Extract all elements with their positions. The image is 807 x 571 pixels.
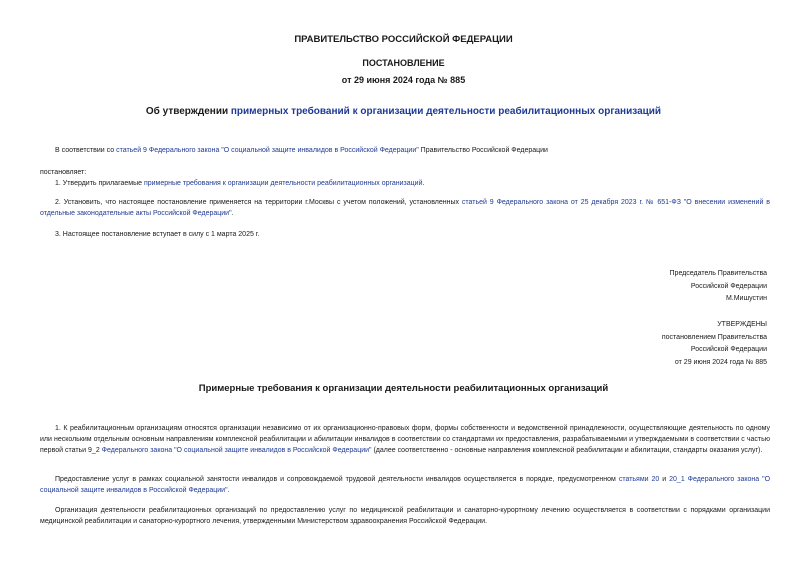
para-1-pre: 1. К реабилитационным организациям относятся организации независимо от их организационно-правовых форм, формы собственности и ведомственной принадлежности, осуществляющие деятельность по одному или нескольким отдельным основным направлениям комплексной реабилитации и абилитации инвалидов в соответствии со стандартами их предоставления, разрабатываемыми и утверждаемыми в соответствии с частью первой статьи 9_2: [40, 425, 770, 454]
intro-post: Правительство Российской Федерации: [418, 147, 548, 154]
approval-date: от 29 июня 2024 года № 885: [674, 358, 767, 366]
item-2-link[interactable]: статьей 9 Федерального закона от 25 декабря 2023 г. № 651-ФЗ "О внесении изменений в отдельные законодательные акты Российской Федерации": [40, 199, 770, 217]
requirements-title: Примерные требования к организации деятельности реабилитационных организаций: [198, 383, 609, 394]
item-1-link[interactable]: примерные требования к организации деятельности реабилитационных организаций: [143, 180, 423, 187]
requirements-para-3: Организация деятельности реабилитационных организаций по предоставлению услуг по медицинской реабилитации и санаторно-курортному лечению осуществляется в соответствии с порядками организации медицинской реабилитации и санаторно-курортного лечения, утвержденными Министерством здравоохранения Российской Федерации.: [40, 507, 770, 525]
document-type: ПОСТАНОВЛЕНИЕ: [362, 58, 445, 68]
requirements-para-2: [40, 474, 770, 496]
intro-paragraph: [55, 145, 548, 156]
signature-position: Председатель Правительства: [669, 270, 767, 277]
requirements-para-1: [40, 423, 770, 456]
item-1-pre: 1. Утвердить прилагаемые: [55, 180, 144, 187]
item-2-post: .: [231, 210, 234, 217]
para-2-link-articles[interactable]: статьями 20: [618, 476, 660, 483]
item-3: 3. Настоящее постановление вступает в силу с 1 марта 2025 г.: [55, 231, 260, 238]
decree-word: постановляет:: [40, 169, 87, 176]
para-1-post: (далее соответственно - основные направления комплексной реабилитации и абилитации, стандарты оказания услуг).: [371, 447, 763, 454]
document-title: [0, 106, 807, 117]
document-date: от 29 июня 2024 года № 885: [341, 75, 466, 85]
para-1-law-link[interactable]: Федерального закона "О социальной защите инвалидов в Российской Федерации": [101, 447, 372, 454]
item-1-post: .: [422, 180, 425, 187]
government-name: ПРАВИТЕЛЬСТВО РОССИЙСКОЙ ФЕДЕРАЦИИ: [294, 34, 513, 45]
para-2-link-law[interactable]: 20_1 Федерального закона "О социальной защите инвалидов в Российской Федерации": [40, 476, 771, 494]
signature-name: М.Мишустин: [725, 295, 767, 302]
intro-pre: В соответствии со: [55, 147, 117, 154]
para-2-post: .: [227, 487, 230, 494]
item-2-pre: 2. Установить, что настоящее постановление применяется на территории г.Москвы с учетом положений, установленных: [55, 199, 462, 206]
para-2-pre: Предоставление услуг в рамках социальной занятости инвалидов и сопровождаемой трудовой деятельности инвалидов осуществляется в порядке, предусмотренном: [55, 476, 619, 483]
approval-country: Российской Федерации: [690, 346, 767, 353]
approval-block: [662, 319, 767, 369]
title-prefix: Об утверждении: [145, 106, 231, 117]
item-1: [55, 178, 424, 189]
approval-by: постановлением Правительства: [661, 333, 767, 341]
para-2-mid: и: [659, 476, 670, 483]
title-link[interactable]: примерных требований к организации деятельности реабилитационных организаций: [230, 106, 662, 117]
intro-law-link[interactable]: статьей 9 Федерального закона "О социальной защите инвалидов в Российской Федерации": [116, 147, 419, 154]
signature-country: Российской Федерации: [690, 282, 767, 290]
approval-stamp: УТВЕРЖДЕНЫ: [717, 321, 767, 328]
item-2: [40, 197, 770, 219]
signature-block: [670, 268, 767, 306]
